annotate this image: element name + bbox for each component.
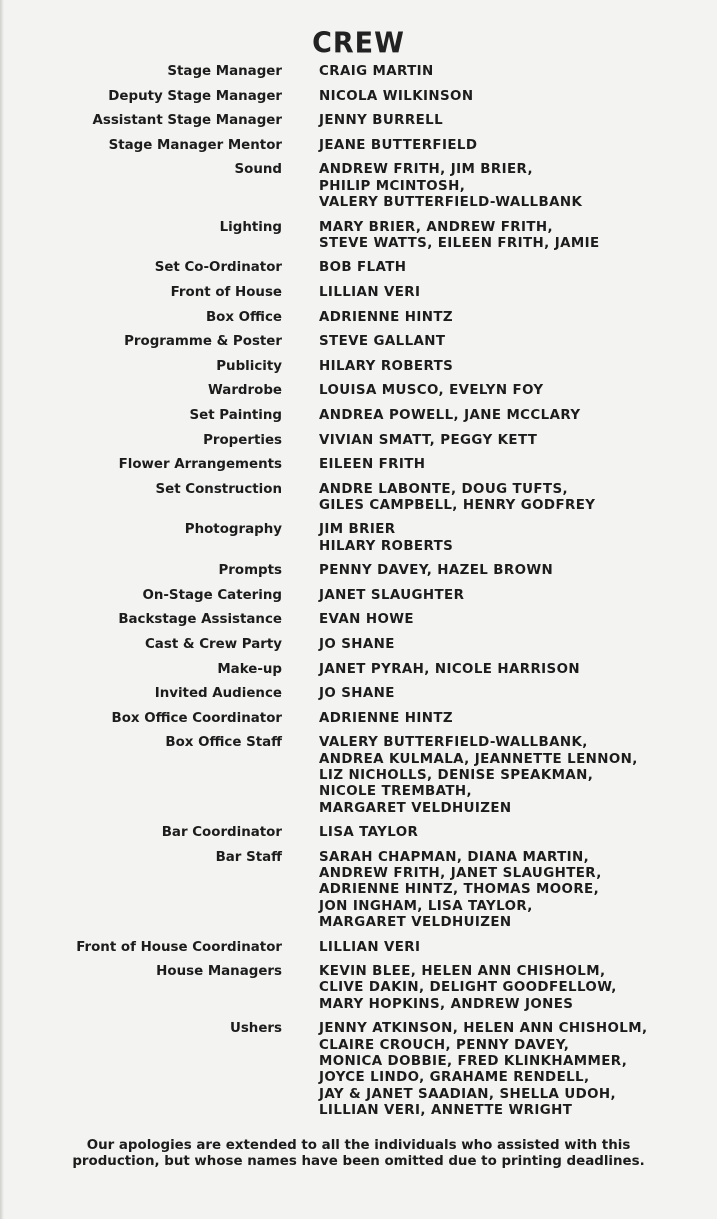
- crew-row: [0, 711, 717, 727]
- crew-name-line: JO SHANE: [319, 636, 395, 652]
- crew-role: Publicity: [216, 358, 282, 374]
- crew-names: [319, 964, 709, 1013]
- crew-names: [319, 563, 709, 579]
- crew-name-line: BOB FLATH: [319, 260, 407, 276]
- crew-names: [319, 612, 709, 628]
- crew-name-line: ADRIENNE HINTZ, THOMAS MOORE,: [319, 882, 600, 898]
- crew-names: [319, 408, 709, 424]
- apology-note: [20, 1138, 697, 1171]
- crew-name-line: NICOLE TREMBATH,: [319, 784, 473, 800]
- crew-name-line: STEVE WATTS, EILEEN FRITH, JAMIE: [319, 236, 600, 252]
- crew-row: [0, 408, 717, 424]
- crew-row: [0, 612, 717, 628]
- crew-name-line: MARGARET VELDHUIZEN: [319, 800, 512, 816]
- crew-name-line: JENNY ATKINSON, HELEN ANN CHISHOLM,: [319, 1021, 648, 1037]
- crew-role: Bar Coordinator: [161, 825, 282, 841]
- crew-row: [0, 113, 717, 129]
- crew-names: [319, 825, 709, 841]
- crew-name-line: HILARY ROBERTS: [319, 358, 454, 374]
- crew-name-line: VALERY BUTTERFIELD-WALLBANK,: [319, 735, 588, 751]
- crew-name-line: LILLIAN VERI: [319, 939, 421, 955]
- crew-row: [0, 735, 717, 816]
- crew-names: [319, 383, 709, 399]
- crew-name-line: LIZ NICHOLLS, DENISE SPEAKMAN,: [319, 767, 594, 783]
- crew-row: [0, 334, 717, 350]
- crew-role: Flower Arrangements: [118, 457, 282, 473]
- crew-name-line: LILLIAN VERI, ANNETTE WRIGHT: [319, 1102, 573, 1118]
- crew-name-line: MARY BRIER, ANDREW FRITH,: [319, 219, 554, 235]
- crew-row: [0, 637, 717, 653]
- crew-row: [0, 964, 717, 1013]
- crew-name-line: ADRIENNE HINTZ: [319, 309, 453, 325]
- crew-name-line: JANET SLAUGHTER: [319, 587, 465, 603]
- crew-name-line: MARGARET VELDHUIZEN: [319, 914, 512, 930]
- crew-names: [319, 940, 709, 956]
- crew-names: [319, 482, 709, 515]
- crew-name-line: MARY HOPKINS, ANDREW JONES: [319, 996, 574, 1012]
- crew-names: [319, 64, 709, 80]
- crew-names: [319, 850, 709, 931]
- crew-name-line: KEVIN BLEE, HELEN ANN CHISHOLM,: [319, 964, 606, 980]
- crew-role: Stage Manager Mentor: [108, 137, 282, 153]
- crew-name-line: LISA TAYLOR: [319, 825, 419, 841]
- crew-name-line: VIVIAN SMATT, PEGGY KETT: [319, 432, 538, 448]
- crew-names: [319, 162, 709, 211]
- crew-row: [0, 162, 717, 211]
- crew-name-line: ADRIENNE HINTZ: [319, 710, 453, 726]
- crew-role: Front of House: [170, 284, 282, 300]
- crew-row: [0, 457, 717, 473]
- crew-name-line: JON INGHAM, LISA TAYLOR,: [319, 898, 533, 914]
- crew-name-line: CLIVE DAKIN, DELIGHT GOODFELLOW,: [319, 980, 617, 996]
- crew-name-line: JO SHANE: [319, 686, 395, 702]
- crew-name-line: JAY & JANET SAADIAN, SHELLA UDOH,: [319, 1086, 616, 1102]
- page-title: CREW: [312, 27, 405, 60]
- crew-role: Cast & Crew Party: [144, 636, 282, 652]
- apology-line-2: production, but whose names have been omitted due to printing deadlines.: [72, 1154, 645, 1170]
- crew-name-line: JEANE BUTTERFIELD: [319, 137, 478, 153]
- crew-role: Properties: [203, 432, 282, 448]
- crew-row: [0, 260, 717, 276]
- crew-names: [319, 138, 709, 154]
- crew-name-line: EILEEN FRITH: [319, 457, 426, 473]
- crew-name-line: ANDREW FRITH, JIM BRIER,: [319, 162, 533, 178]
- crew-row: [0, 850, 717, 931]
- crew-name-line: STEVE GALLANT: [319, 334, 446, 350]
- crew-names: [319, 1021, 709, 1119]
- crew-names: [319, 113, 709, 129]
- crew-role: Front of House Coordinator: [76, 939, 282, 955]
- crew-role: Set Painting: [189, 407, 282, 423]
- crew-row: [0, 825, 717, 841]
- crew-row: [0, 64, 717, 80]
- crew-names: [319, 637, 709, 653]
- crew-names: [319, 260, 709, 276]
- crew-role: Make-up: [217, 661, 282, 677]
- crew-name-line: EVAN HOWE: [319, 612, 414, 628]
- crew-name-line: MONICA DOBBIE, FRED KLINKHAMMER,: [319, 1054, 628, 1070]
- crew-row: [0, 940, 717, 956]
- crew-name-line: ANDRE LABONTE, DOUG TUFTS,: [319, 481, 568, 497]
- crew-name-line: VALERY BUTTERFIELD-WALLBANK: [319, 194, 583, 210]
- crew-row: [0, 482, 717, 515]
- crew-names: [319, 433, 709, 449]
- crew-names: [319, 588, 709, 604]
- crew-names: [319, 735, 709, 816]
- crew-row: [0, 89, 717, 105]
- crew-name-line: JENNY BURRELL: [319, 113, 444, 129]
- crew-row: [0, 138, 717, 154]
- crew-name-line: PHILIP MCINTOSH,: [319, 178, 466, 194]
- crew-names: [319, 89, 709, 105]
- crew-name-line: PENNY DAVEY, HAZEL BROWN: [319, 563, 554, 579]
- crew-role: House Managers: [156, 964, 282, 980]
- crew-role: Assistant Stage Manager: [92, 113, 282, 129]
- crew-role: Bar Staff: [215, 849, 282, 865]
- crew-name-line: JOYCE LINDO, GRAHAME RENDELL,: [319, 1070, 590, 1086]
- crew-role: Ushers: [229, 1021, 282, 1037]
- crew-role: Set Co-Ordinator: [154, 260, 282, 276]
- crew-role: Lighting: [219, 219, 282, 235]
- crew-names: [319, 359, 709, 375]
- crew-name-line: LOUISA MUSCO, EVELYN FOY: [319, 383, 544, 399]
- crew-role: Programme & Poster: [124, 334, 282, 350]
- crew-role: Prompts: [218, 563, 282, 579]
- crew-role: On-Stage Catering: [142, 587, 282, 603]
- crew-name-line: ANDREA POWELL, JANE MCCLARY: [319, 407, 581, 423]
- crew-name-line: ANDREA KULMALA, JEANNETTE LENNON,: [319, 751, 638, 767]
- crew-names: [319, 522, 709, 555]
- crew-row: [0, 1021, 717, 1119]
- crew-names: [319, 457, 709, 473]
- crew-row: [0, 522, 717, 555]
- crew-row: [0, 359, 717, 375]
- crew-names: [319, 285, 709, 301]
- crew-role: Invited Audience: [154, 686, 282, 702]
- apology-line-1: Our apologies are extended to all the individuals who assisted with this: [86, 1138, 631, 1153]
- crew-role: Box Office: [205, 309, 282, 325]
- crew-names: [319, 220, 709, 253]
- crew-row: [0, 285, 717, 301]
- crew-role: Backstage Assistance: [118, 612, 282, 628]
- crew-name-line: JIM BRIER: [319, 522, 396, 538]
- crew-name-line: HILARY ROBERTS: [319, 538, 454, 554]
- crew-list: [0, 64, 717, 1128]
- crew-name-line: LILLIAN VERI: [319, 284, 421, 300]
- crew-row: [0, 686, 717, 702]
- crew-names: [319, 686, 709, 702]
- crew-names: [319, 310, 709, 326]
- crew-names: [319, 334, 709, 350]
- crew-name-line: CRAIG MARTIN: [319, 64, 434, 79]
- crew-role: Photography: [184, 522, 282, 538]
- crew-role: Stage Manager: [167, 64, 282, 79]
- crew-name-line: CLAIRE CROUCH, PENNY DAVEY,: [319, 1037, 570, 1053]
- crew-names: [319, 711, 709, 727]
- crew-name-line: JANET PYRAH, NICOLE HARRISON: [319, 661, 580, 677]
- crew-row: [0, 433, 717, 449]
- crew-row: [0, 588, 717, 604]
- crew-name-line: SARAH CHAPMAN, DIANA MARTIN,: [319, 849, 590, 865]
- crew-name-line: NICOLA WILKINSON: [319, 88, 474, 104]
- crew-row: [0, 662, 717, 678]
- crew-row: [0, 383, 717, 399]
- crew-role: Box Office Coordinator: [111, 710, 282, 726]
- crew-row: [0, 220, 717, 253]
- crew-role: Wardrobe: [208, 383, 282, 399]
- crew-name-line: ANDREW FRITH, JANET SLAUGHTER,: [319, 866, 602, 882]
- crew-row: [0, 563, 717, 579]
- crew-row: [0, 310, 717, 326]
- crew-role: Deputy Stage Manager: [108, 88, 282, 104]
- crew-name-line: GILES CAMPBELL, HENRY GODFREY: [319, 498, 596, 513]
- crew-names: [319, 662, 709, 678]
- crew-role: Set Construction: [155, 481, 282, 497]
- crew-role: Sound: [234, 162, 282, 178]
- crew-role: Box Office Staff: [165, 735, 282, 751]
